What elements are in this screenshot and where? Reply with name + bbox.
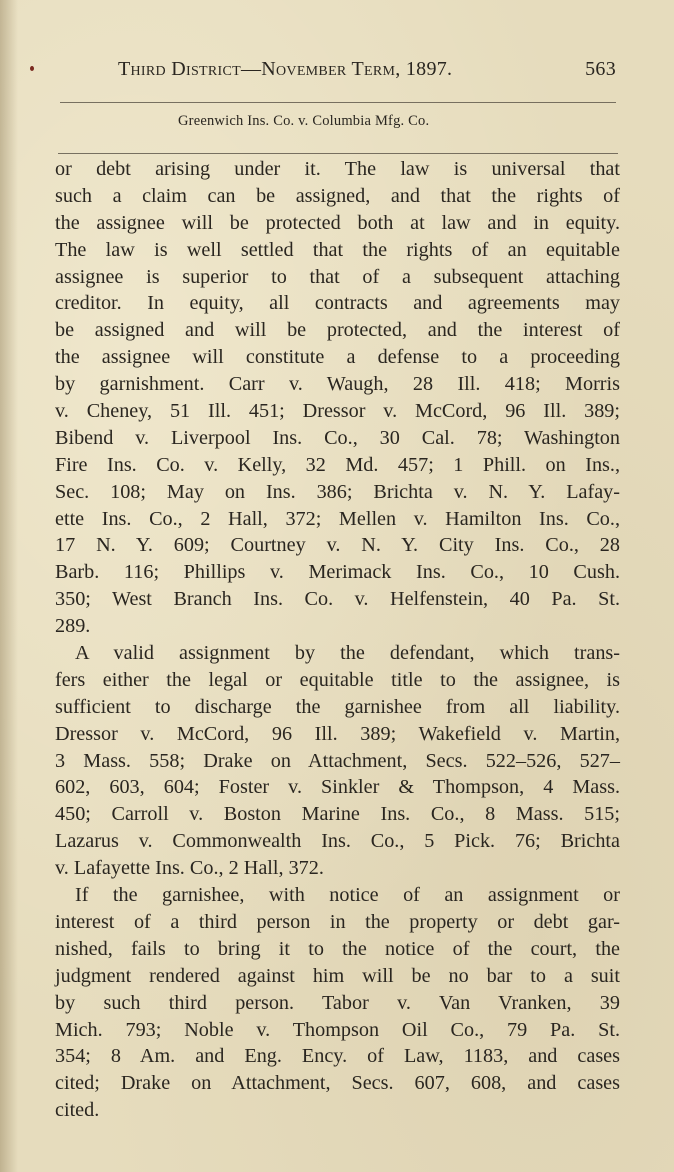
text-line: 450; Carroll v. Boston Marine Ins. Co., 8 Mass. 515; [55,803,620,826]
text-line: 350; West Branch Ins. Co. v. Helfenstein, 40 Pa. St. [55,588,620,611]
running-head [118,58,618,88]
text-line: be assigned and will be protected, and the interest of [55,319,620,342]
text-line: the assignee will constitute a defense to a proceeding [55,346,620,369]
text-line: ette Ins. Co., 2 Hall, 372; Mellen v. Hamilton Ins. Co., [55,507,620,530]
text-line: or debt arising under it. The law is universal that [55,158,620,180]
paragraph-end-line: v. Lafayette Ins. Co., 2 Hall, 372. [55,857,324,880]
text-line: by garnishment. Carr v. Waugh, 28 Ill. 418; Morris [55,373,620,396]
case-caption: Greenwich Ins. Co. v. Columbia Mfg. Co. [178,113,430,129]
text-line: nished, fails to bring it to the notice of the court, the [55,937,620,960]
text-line: Dressor v. McCord, 96 Ill. 389; Wakefield v. Martin, [55,722,620,745]
text-line: cited; Drake on Attachment, Secs. 607, 608, and cases [55,1072,620,1095]
paragraph-end-line: cited. [55,1099,100,1122]
text-line: fers either the legal or equitable title to the assignee, is [55,668,620,691]
text-line: such a claim can be assigned, and that the rights of [55,184,620,207]
top-rule [60,102,616,103]
text-line: 17 N. Y. 609; Courtney v. N. Y. City Ins. Co., 28 [55,534,620,557]
text-line: The law is well settled that the rights of an equitable [55,238,620,261]
paragraph-first-line: A valid assignment by the defendant, which trans- [75,642,620,665]
text-line: creditor. In equity, all contracts and agreements may [55,292,620,315]
page-edge-shadow [0,0,18,1172]
body-text [55,156,620,1124]
ink-mark [30,66,34,71]
text-line: Bibend v. Liverpool Ins. Co., 30 Cal. 78; Washington [55,426,620,449]
text-line: 3 Mass. 558; Drake on Attachment, Secs. 522–526, 527– [55,749,620,772]
text-line: Lazarus v. Commonwealth Ins. Co., 5 Pick. 76; Brichta [55,830,620,853]
text-line: the assignee will be protected both at law and in equity. [55,211,620,234]
text-line: 354; 8 Am. and Eng. Ency. of Law, 1183, and cases [55,1045,620,1068]
caption-rule [58,153,618,154]
text-line: by such third person. Tabor v. Van Vranken, 39 [55,991,620,1014]
text-line: 602, 603, 604; Foster v. Sinkler & Thompson, 4 Mass. [55,776,620,799]
running-head-title: Third District—November Term, 1897. [118,58,453,80]
page-number: 563 [585,58,616,80]
text-line: sufficient to discharge the garnishee from all liability. [55,695,620,718]
text-line: assignee is superior to that of a subsequent attaching [55,265,620,288]
paragraph-end-line: 289. [55,615,91,638]
text-line: interest of a third person in the property or debt gar- [55,910,620,933]
text-line: Mich. 793; Noble v. Thompson Oil Co., 79 Pa. St. [55,1018,620,1041]
text-line: Barb. 116; Phillips v. Merimack Ins. Co., 10 Cush. [55,561,620,584]
text-line: judgment rendered against him will be no bar to a suit [55,964,620,987]
text-line: v. Cheney, 51 Ill. 451; Dressor v. McCord, 96 Ill. 389; [55,400,620,423]
text-line: Sec. 108; May on Ins. 386; Brichta v. N. Y. Lafay- [55,480,620,503]
paragraph-first-line: If the garnishee, with notice of an assignment or [75,884,620,907]
text-line: Fire Ins. Co. v. Kelly, 32 Md. 457; 1 Phill. on Ins., [55,453,620,476]
